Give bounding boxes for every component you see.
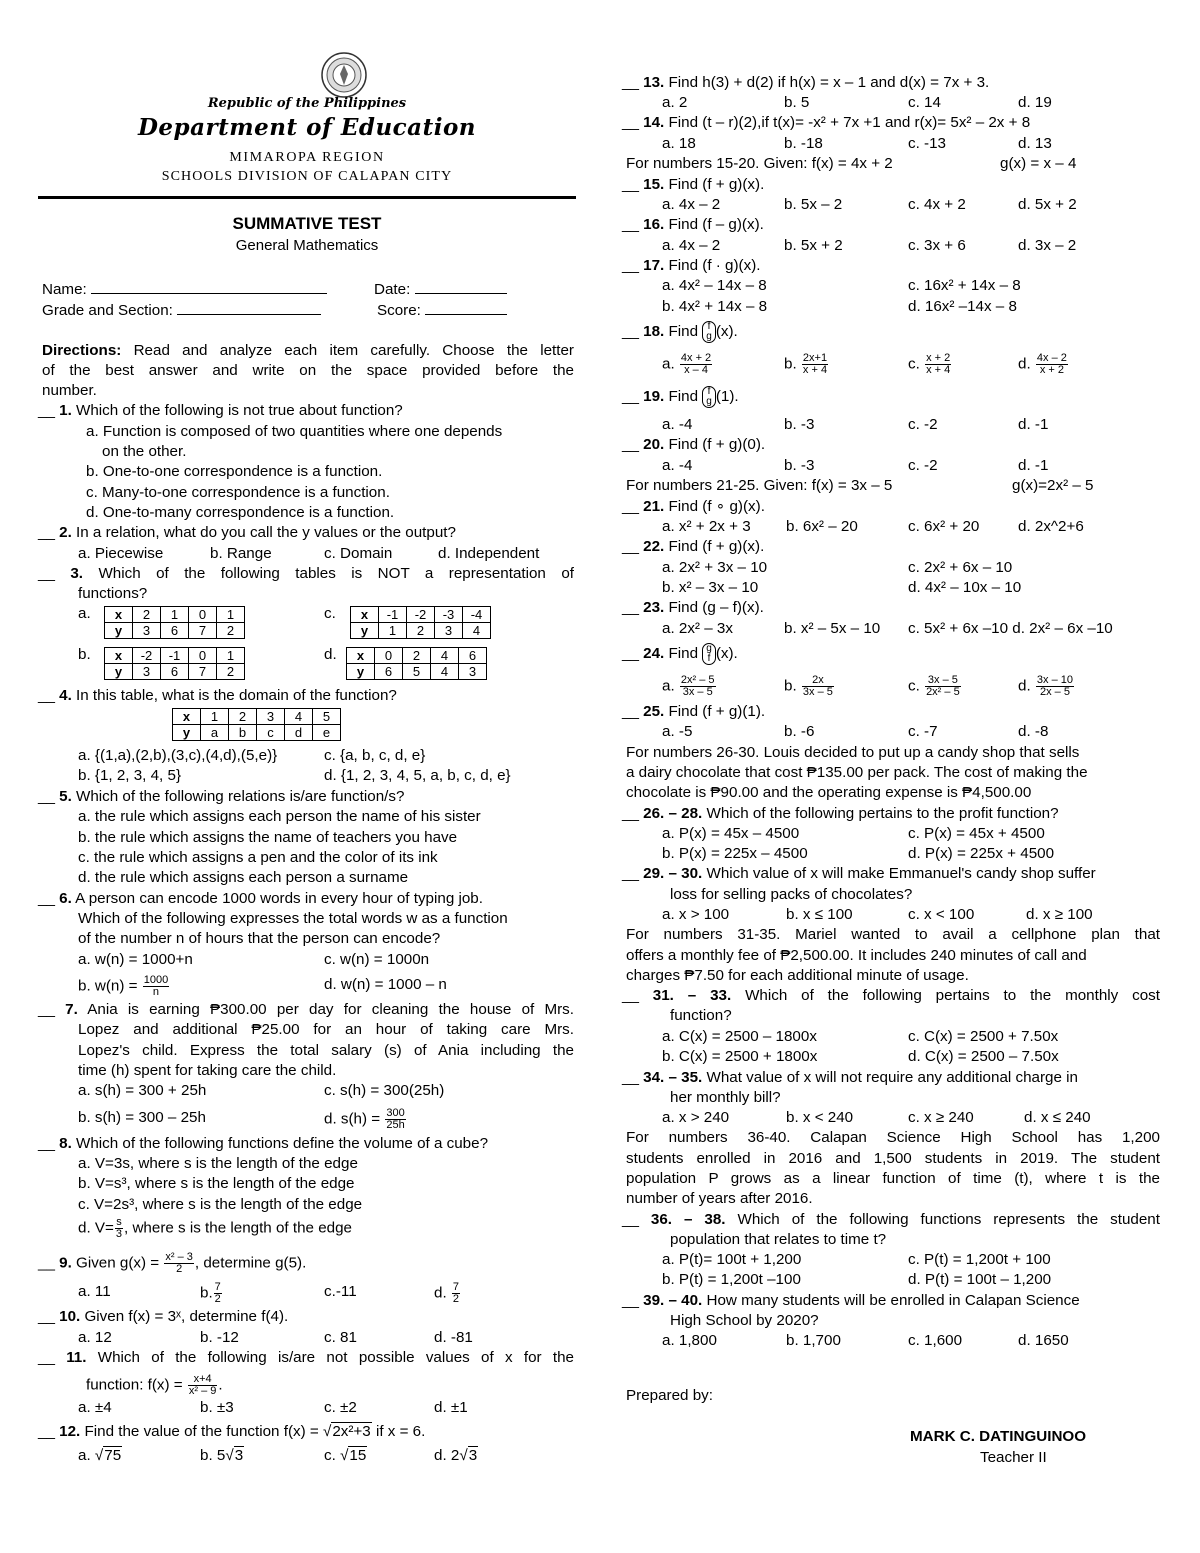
problem-31-35-line-2: offers a monthly fee of ₱2,500.00. It includes 240 minutes of call and: [626, 947, 1087, 964]
fraction: $\frac{2x}{3x - 5}$: [802, 674, 833, 698]
q2-option-b: b. Range: [210, 545, 272, 562]
q8-option-b: b. V=s³, where s is the length of the edge: [78, 1175, 355, 1192]
q9-option-d: d. $\frac{7}{2}$: [434, 1281, 460, 1305]
deped-seal-icon: [321, 52, 367, 98]
question-31-33-cont: function?: [670, 1007, 732, 1024]
q2-option-c: c. Domain: [324, 545, 393, 562]
q29-option-c: c. x < 100: [908, 906, 975, 923]
q20-option-a: a. -4: [662, 457, 693, 474]
q7-option-a: a. s(h) = 300 + 25h: [78, 1082, 207, 1099]
q6-option-b: b. w(n) = $\frac{1000}{n}$: [78, 974, 169, 998]
q3-label-c: c.: [324, 605, 336, 622]
q2-option-a: a. Piecewise: [78, 545, 164, 562]
question-14: __ 14. Find (t – r)(2),if t(x)= -x² + 7x +1 and r(x)= 5x² – 2x + 8: [622, 114, 1031, 131]
q11-option-a: a. ±4: [78, 1399, 112, 1416]
q26-option-b: b. P(x) = 225x – 4500: [662, 845, 808, 862]
q15-option-b: b. 5x – 2: [784, 196, 843, 213]
fraction: $\frac{3x - 5}{\text{2x² – 5}}$: [926, 674, 960, 698]
question-6: __ 6. A person can encode 1000 words in every hour of typing job.: [38, 890, 483, 907]
question-23: __ 23. Find (g – f)(x).: [622, 599, 764, 616]
question-11-cont: function: f(x) = $\frac{x+4}{\text{x² – 9}}$ .: [86, 1373, 223, 1397]
q13-option-b: b. 5: [784, 94, 810, 111]
q31-option-a: a. C(x) = 2500 – 1800x: [662, 1028, 817, 1045]
question-34-35: __ 34. – 35. What value of x will not require any additional charge in: [622, 1069, 1078, 1086]
q15-option-d: d. 5x + 2: [1018, 196, 1077, 213]
q5-option-a: a. the rule which assigns each person the name of his sister: [78, 808, 481, 825]
q12-option-d: d. 2√3: [434, 1447, 478, 1464]
q13-option-d: d. 19: [1018, 94, 1052, 111]
q39-option-b: b. 1,700: [786, 1332, 841, 1349]
q20-option-b: b. -3: [784, 457, 815, 474]
question-36-38-cont: population that relates to time t?: [670, 1231, 887, 1248]
problem-36-40-line-3: population P grows as a linear function of time (t), where t is the: [626, 1170, 1160, 1187]
q13-option-c: c. 14: [908, 94, 941, 111]
problem-36-40-line-2: students enrolled in 2016 and 1,500 students in 2019. The student: [626, 1150, 1160, 1167]
date-field[interactable]: Date:: [374, 279, 507, 299]
question-17: __ 17. Find (f · g)(x).: [622, 257, 761, 274]
question-25: __ 25. Find (f + g)(1).: [622, 703, 766, 720]
q9-option-c: c.-11: [324, 1283, 357, 1300]
q13-option-a: a. 2: [662, 94, 688, 111]
question-15: __ 15. Find (f + g)(x).: [622, 176, 765, 193]
question-16: __ 16. Find (f – g)(x).: [622, 216, 764, 233]
question-2: __ 2. In a relation, what do you call the y values or the output?: [38, 524, 456, 541]
q1-option-d: d. One-to-many correspondence is a function.: [86, 504, 395, 521]
fraction: $\frac{4x + 2}{x - 4}$: [680, 352, 712, 376]
q17-option-d: d. 16x² –14x – 8: [908, 298, 1017, 315]
q18-option-a: a. $\frac{4x + 2}{x - 4}$: [662, 352, 712, 376]
q36-option-a: a. P(t)= 100t + 1,200: [662, 1251, 802, 1268]
q23-option-a: a. 2x² – 3x: [662, 620, 733, 637]
q29-option-a: a. x > 100: [662, 906, 730, 923]
q18-option-c: c. $\frac{x + 2}{x + 4}$: [908, 352, 951, 376]
prepared-by-label: Prepared by:: [626, 1387, 713, 1404]
q19-option-b: b. -3: [784, 416, 815, 433]
score-field[interactable]: Score:: [377, 300, 507, 320]
directions-line-1: Directions: Read and analyze each item carefully. Choose the letter: [42, 342, 574, 359]
question-3-cont: functions?: [78, 585, 148, 602]
question-11: __ 11. Which of the following is/are not possible values of x for the: [38, 1349, 574, 1366]
q14-option-c: c. -13: [908, 135, 946, 152]
q39-option-c: c. 1,600: [908, 1332, 963, 1349]
q6-option-a: a. w(n) = 1000+n: [78, 951, 193, 968]
q11-option-c: c. ±2: [324, 1399, 357, 1416]
question-36-38: __ 36. – 38. Which of the following functions represents the student: [622, 1211, 1160, 1228]
problem-31-35-line-1: For numbers 31-35. Mariel wanted to avail a cellphone plan that: [626, 926, 1160, 943]
directions-line-3: number.: [42, 382, 97, 399]
fraction: $\frac{\text{x² – 3}}{2}$: [165, 1251, 193, 1275]
given-21-25-g: g(x)=2x² – 5: [1012, 477, 1094, 494]
q2-option-d: d. Independent: [438, 545, 540, 562]
q6-option-d: d. w(n) = 1000 – n: [324, 976, 447, 993]
q29-option-d: d. x ≥ 100: [1026, 906, 1093, 923]
problem-31-35-line-3: charges ₱7.50 for each additional minute of usage.: [626, 967, 969, 984]
q12-option-a: a. √75: [78, 1447, 122, 1464]
q10-option-a: a. 12: [78, 1329, 112, 1346]
republic-text: Republic of the Philippines: [207, 96, 407, 111]
q21-option-c: c. 6x² + 20: [908, 518, 980, 535]
q25-option-d: d. -8: [1018, 723, 1049, 740]
department-text: Department of Education: [137, 114, 477, 141]
q18-option-d: d. $\frac{4x - 2}{x + 2}$: [1018, 352, 1067, 376]
q4-table: x 1 2 3 4 5 y a b c d e: [172, 708, 341, 741]
g-over-f-icon: g f: [702, 643, 716, 665]
q22-option-a: a. 2x² + 3x – 10: [662, 559, 768, 576]
q3-table-b: x -2 -1 0 1 y 3 6 7 2: [104, 647, 245, 680]
q11-option-b: b. ±3: [200, 1399, 234, 1416]
problem-36-40-line-1: For numbers 36-40. Calapan Science High School has 1,200: [626, 1129, 1160, 1146]
q23-option-b: b. x² – 5x – 10: [784, 620, 881, 637]
fraction: $\frac{s}{3}$: [115, 1216, 123, 1240]
q21-option-b: b. 6x² – 20: [786, 518, 858, 535]
q6-option-c: c. w(n) = 1000n: [324, 951, 430, 968]
q23-option-cd: c. 5x² + 6x –10 d. 2x² – 6x –10: [908, 620, 1113, 637]
q20-option-c: c. -2: [908, 457, 938, 474]
q25-option-a: a. -5: [662, 723, 693, 740]
q5-option-d: d. the rule which assigns each person a surname: [78, 869, 409, 886]
q9-option-b: b. $\frac{7}{2}$: [200, 1281, 221, 1305]
grade-section-field[interactable]: Grade and Section:: [42, 300, 321, 320]
question-7: __ 7. Ania is earning ₱300.00 per day for cleaning the house of Mrs.: [38, 1001, 574, 1018]
q21-option-a: a. x² + 2x + 3: [662, 518, 751, 535]
q21-option-d: d. 2x^2+6: [1018, 518, 1084, 535]
q16-option-c: c. 3x + 6: [908, 237, 966, 254]
question-21: __ 21. Find (f ∘ g)(x).: [622, 498, 765, 515]
question-12: __ 12. Find the value of the function f(x) = √2x²+3 if x = 6.: [38, 1423, 426, 1440]
fraction: $\frac{3x - 10}{2x - 5}$: [1036, 674, 1073, 698]
question-5: __ 5. Which of the following relations is/are function/s?: [38, 788, 405, 805]
question-7-cont-1: Lopez and additional ₱25.00 for an hour of taking care Mrs.: [78, 1021, 574, 1038]
q3-label-d: d.: [324, 646, 337, 663]
f-over-g-icon: f g: [702, 386, 716, 408]
q25-option-c: c. -7: [908, 723, 938, 740]
question-39-40-cont: High School by 2020?: [670, 1312, 819, 1329]
q8-option-c: c. V=2s³, where s is the length of the edge: [78, 1196, 363, 1213]
question-31-33: __ 31. – 33. Which of the following pertains to the monthly cost: [622, 987, 1160, 1004]
fraction: $\frac{1000}{n}$: [143, 974, 169, 998]
subject-text: General Mathematics: [235, 237, 379, 254]
q1-option-c: c. Many-to-one correspondence is a function.: [86, 484, 390, 501]
question-26-28: __ 26. – 28. Which of the following pertains to the profit function?: [622, 805, 1059, 822]
q22-option-c: c. 2x² + 6x – 10: [908, 559, 1013, 576]
q8-option-a: a. V=3s, where s is the length of the edge: [78, 1155, 358, 1172]
fraction: $\frac{7}{2}$: [452, 1281, 460, 1305]
q11-option-d: d. ±1: [434, 1399, 468, 1416]
q8-option-d: d. V= $\frac{s}{3}$ , where s is the length of the edge: [78, 1216, 352, 1240]
q17-option-a: a. 4x² – 14x – 8: [662, 277, 767, 294]
fraction: $\frac{\text{2x² – 5}}{3x - 5}$: [680, 674, 715, 698]
page-title: SUMMATIVE TEST: [232, 214, 382, 233]
question-3: __ 3. Which of the following tables is NOT a representation of: [38, 565, 574, 582]
fraction: $\frac{x + 2}{x + 4}$: [926, 352, 951, 376]
q20-option-d: d. -1: [1018, 457, 1049, 474]
q16-option-a: a. 4x – 2: [662, 237, 721, 254]
q3-label-a: a.: [78, 605, 91, 622]
given-21-25: For numbers 21-25. Given: f(x) = 3x – 5: [626, 477, 893, 494]
fraction: $\frac{300}{25h}$: [386, 1107, 405, 1131]
q5-option-b: b. the rule which assigns the name of teachers you have: [78, 829, 458, 846]
q19-option-c: c. -2: [908, 416, 938, 433]
q24-option-c: c. $\frac{3x - 5}{\text{2x² – 5}}$: [908, 674, 960, 698]
q10-option-b: b. -12: [200, 1329, 239, 1346]
teacher-name: MARK C. DATINGUINOO: [910, 1428, 1087, 1445]
q15-option-a: a. 4x – 2: [662, 196, 721, 213]
q15-option-c: c. 4x + 2: [908, 196, 966, 213]
question-6-cont-1: Which of the following expresses the total words w as a function: [78, 910, 508, 927]
q36-option-d: d. P(t) = 100t – 1,200: [908, 1271, 1052, 1288]
q12-option-c: c. √15: [324, 1447, 367, 1464]
q9-option-a: a. 11: [78, 1283, 111, 1300]
q17-option-b: b. 4x² + 14x – 8: [662, 298, 768, 315]
question-7-cont-3: time (h) spent for taking care the child.: [78, 1062, 337, 1079]
q17-option-c: c. 16x² + 14x – 8: [908, 277, 1021, 294]
fraction: $\frac{x+4}{\text{x² – 9}}$: [188, 1373, 217, 1397]
q10-option-d: d. -81: [434, 1329, 473, 1346]
name-field[interactable]: Name:: [42, 279, 327, 299]
q18-option-b: b. $\frac{2x+1}{x + 4}$: [784, 352, 828, 376]
q34-option-c: c. x ≥ 240: [908, 1109, 974, 1126]
question-19: __ 19. Find f g (1).: [622, 386, 739, 407]
q29-option-b: b. x ≤ 100: [786, 906, 853, 923]
q3-table-c: x -1 -2 -3 -4 y 1 2 3 4: [350, 606, 491, 639]
q4-option-d: d. {1, 2, 3, 4, 5, a, b, c, d, e}: [324, 767, 511, 784]
q39-option-a: a. 1,800: [662, 1332, 717, 1349]
question-4: __ 4. In this table, what is the domain of the function?: [38, 687, 397, 704]
q3-label-b: b.: [78, 646, 91, 663]
header-divider: [38, 196, 576, 199]
q19-option-a: a. -4: [662, 416, 693, 433]
region-text: MIMAROPA REGION: [229, 150, 385, 165]
q16-option-b: b. 5x + 2: [784, 237, 843, 254]
problem-26-30-line-2: a dairy chocolate that cost ₱135.00 per pack. The cost of making the: [626, 764, 1088, 781]
q14-option-d: d. 13: [1018, 135, 1052, 152]
q25-option-b: b. -6: [784, 723, 815, 740]
q12-option-b: b. 5√3: [200, 1447, 244, 1464]
question-13: __ 13. Find h(3) + d(2) if h(x) = x – 1 and d(x) = 7x + 3.: [622, 74, 990, 91]
q10-option-c: c. 81: [324, 1329, 357, 1346]
q7-option-d: d. s(h) = $\frac{300}{25h}$: [324, 1107, 405, 1131]
problem-36-40-line-4: number of years after 2016.: [626, 1190, 813, 1207]
given-15-20: For numbers 15-20. Given: f(x) = 4x + 2: [626, 155, 893, 172]
question-9: __ 9. Given g(x) = $\frac{\text{x² – 3}}{2}$ , determine g(5).: [38, 1251, 307, 1275]
question-8: __ 8. Which of the following functions define the volume of a cube?: [38, 1135, 489, 1152]
q14-option-b: b. -18: [784, 135, 823, 152]
q36-option-b: b. P(t) = 1,200t –100: [662, 1271, 801, 1288]
q14-option-a: a. 18: [662, 135, 696, 152]
question-22: __ 22. Find (f + g)(x).: [622, 538, 765, 555]
question-1: __ 1. Which of the following is not true about function?: [38, 402, 403, 419]
q22-option-b: b. x² – 3x – 10: [662, 579, 759, 596]
q24-option-d: d. $\frac{3x - 10}{2x - 5}$: [1018, 674, 1073, 698]
q4-option-a: a. {(1,a),(2,b),(3,c),(4,d),(5,e)}: [78, 747, 278, 764]
q39-option-d: d. 1650: [1018, 1332, 1069, 1349]
q34-option-d: d. x ≤ 240: [1024, 1109, 1091, 1126]
question-6-cont-2: of the number n of hours that the person can encode?: [78, 930, 441, 947]
q4-option-b: b. {1, 2, 3, 4, 5}: [78, 767, 182, 784]
fraction: $\frac{4x - 2}{x + 2}$: [1036, 352, 1067, 376]
q7-option-c: c. s(h) = 300(25h): [324, 1082, 445, 1099]
question-39-40: __ 39. – 40. How many students will be enrolled in Calapan Science: [622, 1292, 1080, 1309]
given-15-20-g: g(x) = x – 4: [1000, 155, 1077, 172]
q31-option-c: c. C(x) = 2500 + 7.50x: [908, 1028, 1059, 1045]
q26-option-c: c. P(x) = 45x + 4500: [908, 825, 1045, 842]
fraction: $\frac{2x+1}{x + 4}$: [802, 352, 828, 376]
question-10: __ 10. Given f(x) = 3ˣ, determine f(4).: [38, 1308, 289, 1325]
question-7-cont-2: Lopez's child. Express the total salary (s) of Ania including the: [78, 1042, 574, 1059]
q5-option-c: c. the rule which assigns a pen and the color of its ink: [78, 849, 438, 866]
q16-option-d: d. 3x – 2: [1018, 237, 1077, 254]
q31-option-d: d. C(x) = 2500 – 7.50x: [908, 1048, 1059, 1065]
q34-option-a: a. x > 240: [662, 1109, 730, 1126]
division-text: SCHOOLS DIVISION OF CALAPAN CITY: [161, 169, 453, 184]
teacher-position: Teacher II: [980, 1449, 1047, 1466]
problem-26-30-line-3: chocolate is ₱90.00 and the operating expense is ₱4,500.00: [626, 784, 1032, 801]
q1-option-a-cont: on the other.: [102, 443, 187, 460]
q24-option-a: a. $\frac{\text{2x² – 5}}{3x - 5}$: [662, 674, 715, 698]
q1-option-a: a. Function is composed of two quantities where one depends: [86, 423, 503, 440]
q7-option-b: b. s(h) = 300 – 25h: [78, 1109, 206, 1126]
problem-26-30-line-1: For numbers 26-30. Louis decided to put up a candy shop that sells: [626, 744, 1080, 761]
directions-line-2: of the best answer and write on the space provided before the: [42, 362, 574, 379]
question-18: __ 18. Find f g (x).: [622, 321, 738, 342]
f-over-g-icon: f g: [702, 321, 716, 343]
q22-option-d: d. 4x² – 10x – 10: [908, 579, 1022, 596]
q31-option-b: b. C(x) = 2500 + 1800x: [662, 1048, 818, 1065]
q34-option-b: b. x < 240: [786, 1109, 854, 1126]
q26-option-a: a. P(x) = 45x – 4500: [662, 825, 800, 842]
q1-option-b: b. One-to-one correspondence is a function.: [86, 463, 383, 480]
question-34-35-cont: her monthly bill?: [670, 1089, 781, 1106]
question-29-30-cont: loss for selling packs of chocolates?: [670, 886, 913, 903]
q36-option-c: c. P(t) = 1,200t + 100: [908, 1251, 1051, 1268]
q24-option-b: b. $\frac{2x}{3x - 5}$: [784, 674, 833, 698]
fraction: $\frac{7}{2}$: [214, 1281, 221, 1305]
question-29-30: __ 29. – 30. Which value of x will make Emmanuel's candy shop suffer: [622, 865, 1096, 882]
q3-table-a: x 2 1 0 1 y 3 6 7 2: [104, 606, 245, 639]
q19-option-d: d. -1: [1018, 416, 1049, 433]
q26-option-d: d. P(x) = 225x + 4500: [908, 845, 1055, 862]
q4-option-c: c. {a, b, c, d, e}: [324, 747, 426, 764]
q3-table-d: x 0 2 4 6 y 6 5 4 3: [346, 647, 487, 680]
question-20: __ 20. Find (f + g)(0).: [622, 436, 766, 453]
question-24: __ 24. Find g f (x).: [622, 643, 738, 664]
